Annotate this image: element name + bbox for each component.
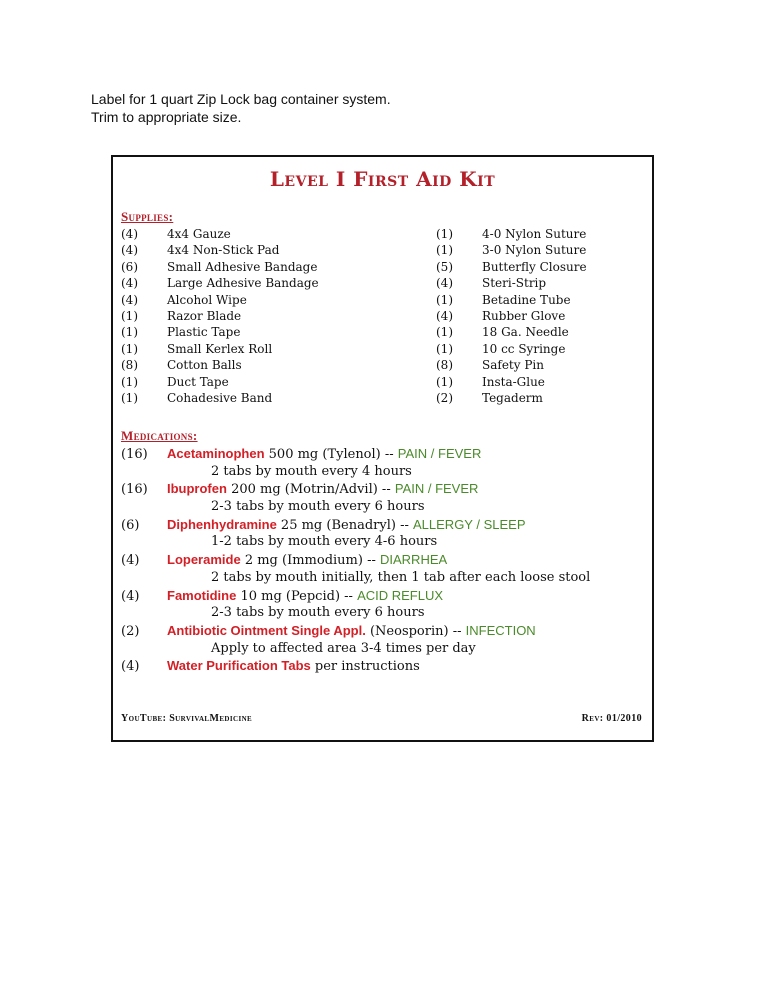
drug-name: Diphenhydramine [167, 516, 277, 532]
supply-name: Butterfly Closure [482, 259, 587, 274]
supply-qty: (4) [436, 308, 453, 323]
supplies-heading: Supplies: [121, 209, 174, 224]
supply-name: 4-0 Nylon Suture [482, 227, 587, 241]
drug-name: Ibuprofen [167, 481, 227, 497]
intro-line-1: Label for 1 quart Zip Lock bag container system. [91, 91, 391, 107]
supply-name: 10 cc Syringe [482, 341, 566, 356]
drug-detail: 10 mg (Pepcid) -- [236, 588, 358, 604]
drug-detail: 25 mg (Benadryl) -- [276, 517, 413, 533]
drug-name: Water Purification Tabs [167, 658, 311, 674]
first-aid-label-card [111, 155, 654, 742]
drug-name: Loperamide [167, 552, 241, 568]
medication-qty: (4) [121, 553, 140, 569]
medication-qty: (6) [121, 517, 140, 533]
drug-detail: 200 mg (Motrin/Advil) -- [226, 482, 395, 498]
medication-qty: (2) [121, 623, 140, 639]
medications-heading: Medications: [121, 428, 198, 443]
medication-item [121, 657, 590, 675]
medication-item [121, 445, 590, 463]
medication-qty: (4) [121, 659, 140, 675]
medication-qty: (16) [121, 447, 148, 462]
supply-qty: (1) [121, 325, 138, 340]
intro-line-2: Trim to appropriate size. [91, 109, 242, 125]
supply-name: Insta-Glue [482, 374, 545, 389]
footer-youtube: YouTube: SurvivalMedicine [121, 713, 253, 724]
supply-qty: (1) [436, 243, 453, 258]
supply-name: Tegaderm [482, 390, 543, 405]
drug-detail: (Neosporin) -- [365, 623, 466, 639]
dose-instructions: Apply to affected area 3-4 times per day [211, 640, 476, 656]
supply-qty: (4) [121, 292, 138, 307]
supply-item [436, 259, 587, 275]
medication-item [121, 587, 590, 605]
supply-name: Cohadesive Band [167, 390, 273, 405]
supply-name: Steri-Strip [482, 276, 547, 291]
supply-name: Plastic Tape [167, 325, 241, 340]
drug-name: Antibiotic Ointment Single Appl. [167, 622, 366, 638]
supply-item [121, 259, 319, 275]
supply-item [121, 275, 319, 291]
medication-item [121, 480, 590, 498]
supply-item [436, 242, 587, 258]
intro-text [91, 90, 391, 126]
drug-indication: ALLERGY / SLEEP [413, 516, 526, 532]
medication-item [121, 622, 590, 640]
supply-qty: (4) [121, 243, 138, 258]
medication-item [121, 516, 590, 534]
supply-qty: (1) [436, 325, 453, 340]
supply-name: 3-0 Nylon Suture [482, 243, 587, 258]
supply-name: Large Adhesive Bandage [167, 276, 319, 291]
supply-item [436, 357, 587, 373]
supply-item [436, 308, 587, 324]
supply-item [121, 324, 319, 340]
supply-name: 4x4 Gauze [167, 227, 231, 241]
dose-instructions: 2 tabs by mouth initially, then 1 tab after each loose stool [211, 569, 591, 585]
supply-item [436, 390, 587, 406]
drug-indication: ACID REFLUX [357, 587, 444, 603]
supply-qty: (1) [436, 227, 453, 241]
drug-indication: PAIN / FEVER [394, 481, 479, 497]
supply-item [436, 374, 587, 390]
supply-name: Betadine Tube [482, 292, 571, 307]
medications-list [121, 445, 590, 675]
footer-revision: Rev: 01/2010 [581, 713, 642, 724]
supply-item [121, 226, 319, 242]
supply-qty: (4) [436, 276, 453, 291]
medication-qty: (4) [121, 588, 140, 604]
supply-qty: (2) [436, 390, 453, 405]
dose-instructions: 2-3 tabs by mouth every 6 hours [211, 605, 425, 621]
supply-qty: (4) [121, 227, 138, 241]
supply-qty: (1) [121, 308, 138, 323]
supply-name: Rubber Glove [482, 308, 566, 323]
medication-qty: (16) [121, 482, 148, 498]
supply-item [121, 292, 319, 308]
supply-item [121, 308, 319, 324]
supply-qty: (1) [436, 374, 453, 389]
card-title: Level I First Aid Kit [269, 167, 496, 191]
dose-instructions: 1-2 tabs by mouth every 4-6 hours [211, 534, 438, 550]
supply-item [436, 292, 587, 308]
drug-detail: per instructions [310, 659, 420, 675]
supplies-list-left [121, 226, 319, 406]
supply-name: Safety Pin [482, 358, 544, 373]
supply-qty: (4) [121, 276, 138, 291]
supply-qty: (1) [121, 374, 138, 389]
drug-detail: 500 mg (Tylenol) -- [264, 447, 398, 462]
supply-item [121, 341, 319, 357]
supply-name: Razor Blade [167, 308, 242, 323]
supply-name: Cotton Balls [167, 358, 242, 373]
supply-name: Duct Tape [167, 374, 229, 389]
dose-instructions: 2 tabs by mouth every 4 hours [211, 463, 412, 479]
drug-indication: DIARRHEA [380, 552, 448, 568]
dose-instructions: 2-3 tabs by mouth every 6 hours [211, 499, 425, 515]
supplies-list-right [436, 226, 587, 406]
supply-qty: (8) [436, 358, 453, 373]
supply-item [436, 341, 587, 357]
supply-qty: (1) [436, 292, 453, 307]
supply-item [121, 242, 319, 258]
supply-name: Small Adhesive Bandage [167, 259, 318, 274]
drug-detail: 2 mg (Immodium) -- [240, 553, 380, 569]
supply-qty: (1) [121, 390, 138, 405]
supply-item [121, 374, 319, 390]
supply-name: 18 Ga. Needle [482, 325, 569, 340]
supply-name: Alcohol Wipe [167, 292, 247, 307]
supply-qty: (6) [121, 259, 138, 274]
drug-name: Famotidine [167, 587, 237, 603]
supply-item [436, 275, 587, 291]
drug-name: Acetaminophen [167, 446, 265, 461]
supply-qty: (5) [436, 259, 453, 274]
medication-item [121, 551, 590, 569]
supply-item [121, 390, 319, 406]
supply-item [121, 357, 319, 373]
drug-indication: PAIN / FEVER [397, 446, 482, 461]
supply-qty: (1) [121, 341, 138, 356]
supply-name: 4x4 Non-Stick Pad [167, 243, 280, 258]
supply-item [436, 324, 587, 340]
supply-qty: (8) [121, 358, 138, 373]
drug-indication: INFECTION [465, 622, 536, 638]
supply-qty: (1) [436, 341, 453, 356]
supply-item [436, 226, 587, 242]
supply-name: Small Kerlex Roll [167, 341, 273, 356]
